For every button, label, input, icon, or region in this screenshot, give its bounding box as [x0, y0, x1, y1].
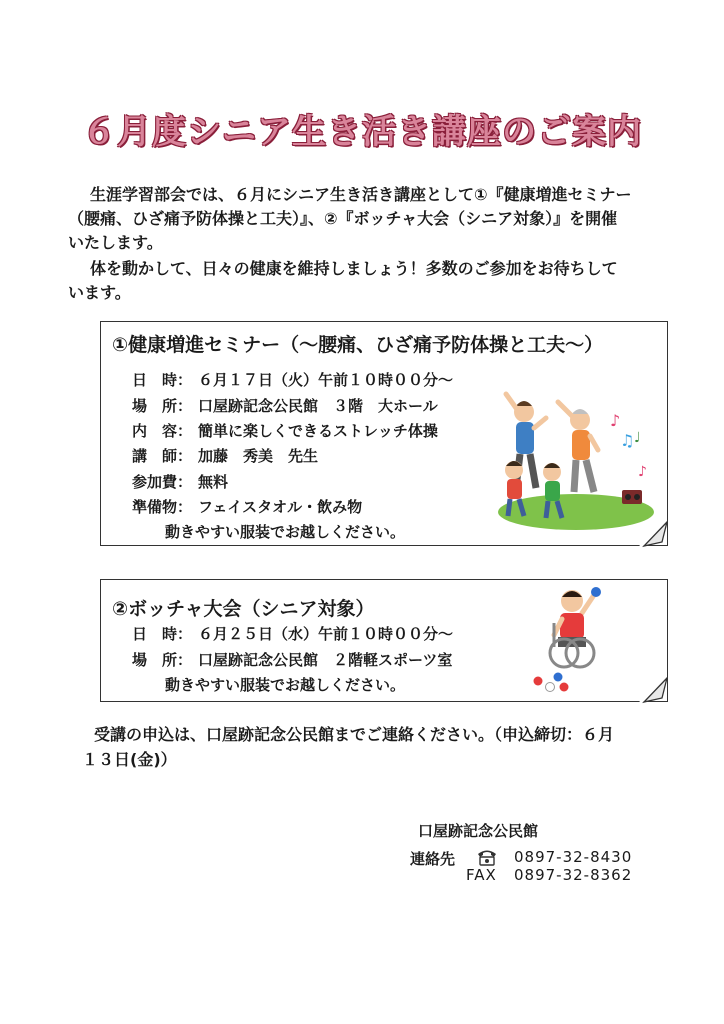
row-label: 場 所： — [132, 397, 193, 415]
application-line-1: 受講の申込は、口屋跡記念公民館までご連絡ください。（申込締切：６月 — [94, 725, 615, 744]
seminar-row-instructor — [132, 445, 318, 466]
seminar-row-datetime — [132, 369, 453, 390]
row-label: 内 容： — [132, 422, 193, 440]
intro-line-2: （腰痛、ひざ痛予防体操と工夫）』、②『ボッチャ大会（シニア対象）』を開催 — [68, 209, 618, 228]
intro-line-4: 体を動かして、日々の健康を維持しましょう！多数のご参加をお待ちして — [90, 259, 618, 278]
row-value: 無料 — [198, 473, 229, 491]
svg-text:♫: ♫ — [620, 431, 635, 450]
row-value: 加藤 秀美 先生 — [198, 447, 319, 465]
row-value: 簡単に楽しくできるストレッチ体操 — [198, 422, 438, 440]
contact-org: 口屋跡記念公民館 — [418, 822, 539, 840]
svg-text:♪: ♪ — [638, 464, 647, 480]
seminar-title: ①健康増進セミナー（～腰痛、ひざ痛予防体操と工夫～） — [112, 334, 604, 356]
row-label: 参加費： — [132, 473, 193, 491]
boccia-row-place — [132, 649, 452, 670]
exercise-illustration-icon — [494, 380, 654, 530]
row-label: 日 時： — [132, 625, 193, 643]
svg-text:♩: ♩ — [634, 430, 641, 446]
seminar-row-content — [132, 420, 438, 441]
row-value: ６月１７日（火）午前１０時００分～ — [198, 371, 454, 389]
row-value: フェイスタオル・飲み物 — [198, 498, 363, 516]
contact-tel: 0897-32-8430 — [514, 848, 633, 866]
application-line-2: １３日(金)） — [82, 750, 177, 769]
contact-fax-label: FAX — [466, 866, 497, 884]
boccia-title: ②ボッチャ大会（シニア対象） — [112, 598, 375, 620]
seminar-row-place — [132, 395, 438, 416]
row-value: 口屋跡記念公民館 ３階 大ホール — [198, 397, 438, 415]
intro-line-1: 生涯学習部会では、６月にシニア生き活き講座として①『健康増進セミナー — [90, 185, 632, 204]
svg-text:♪: ♪ — [610, 411, 621, 430]
boccia-row-datetime — [132, 623, 453, 644]
row-label: 準備物： — [132, 498, 193, 516]
contact-label: 連絡先 — [410, 850, 456, 868]
row-label: 場 所： — [132, 651, 193, 669]
boccia-illustration-icon — [524, 583, 614, 695]
page-title: ６月度シニア生き活き講座のご案内 — [82, 112, 642, 152]
phone-icon — [476, 848, 498, 866]
intro-line-3: いたします。 — [68, 233, 163, 252]
seminar-row-fee — [132, 471, 228, 492]
row-label: 日 時： — [132, 371, 193, 389]
row-value: 口屋跡記念公民館 ２階軽スポーツ室 — [198, 651, 453, 669]
row-value: ６月２５日（水）午前１０時００分～ — [198, 625, 454, 643]
intro-line-5: います。 — [68, 283, 131, 302]
row-label: 講 師： — [132, 447, 193, 465]
boccia-note: 動きやすい服装でお越しください。 — [165, 676, 406, 694]
page-fold-corner — [638, 676, 668, 704]
contact-fax: 0897-32-8362 — [514, 866, 633, 884]
seminar-row-items — [132, 496, 362, 517]
seminar-note: 動きやすい服装でお越しください。 — [165, 523, 406, 541]
